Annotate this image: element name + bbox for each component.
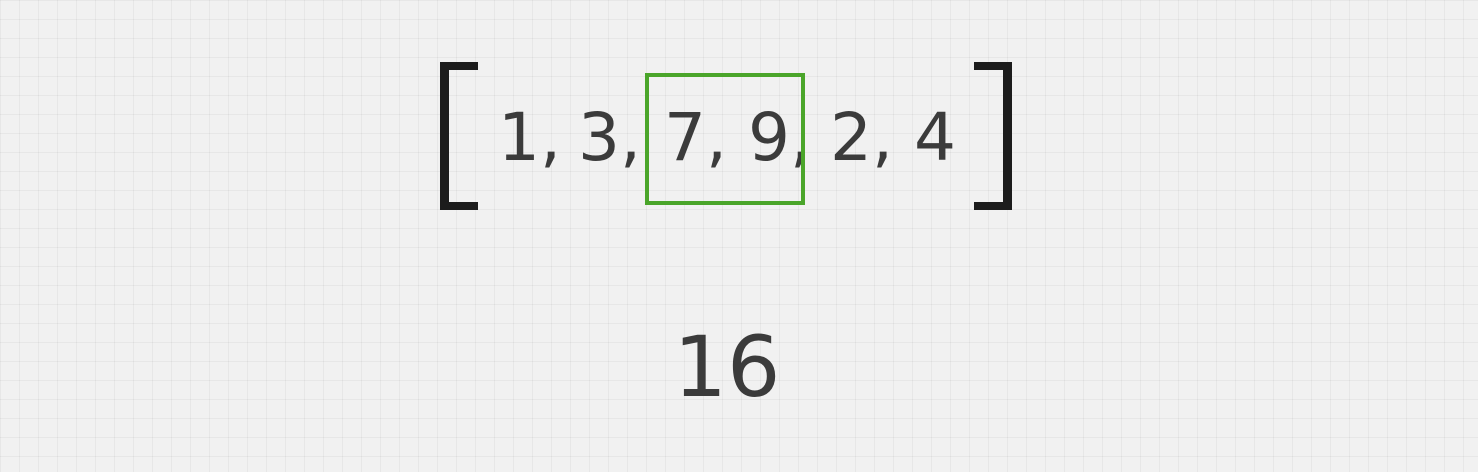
array-element-4: 2,: [830, 99, 893, 176]
array-element-2: 7,: [664, 99, 727, 176]
array-element-0: 1,: [498, 99, 561, 176]
left-bracket: [440, 62, 478, 210]
array-element-5: 4: [914, 99, 956, 176]
array-element-1: 3,: [578, 99, 641, 176]
right-bracket: [974, 62, 1012, 210]
array-element-3: 9,: [748, 99, 811, 176]
window-sum: 16: [673, 318, 781, 416]
sliding-window-highlight: [645, 73, 805, 205]
